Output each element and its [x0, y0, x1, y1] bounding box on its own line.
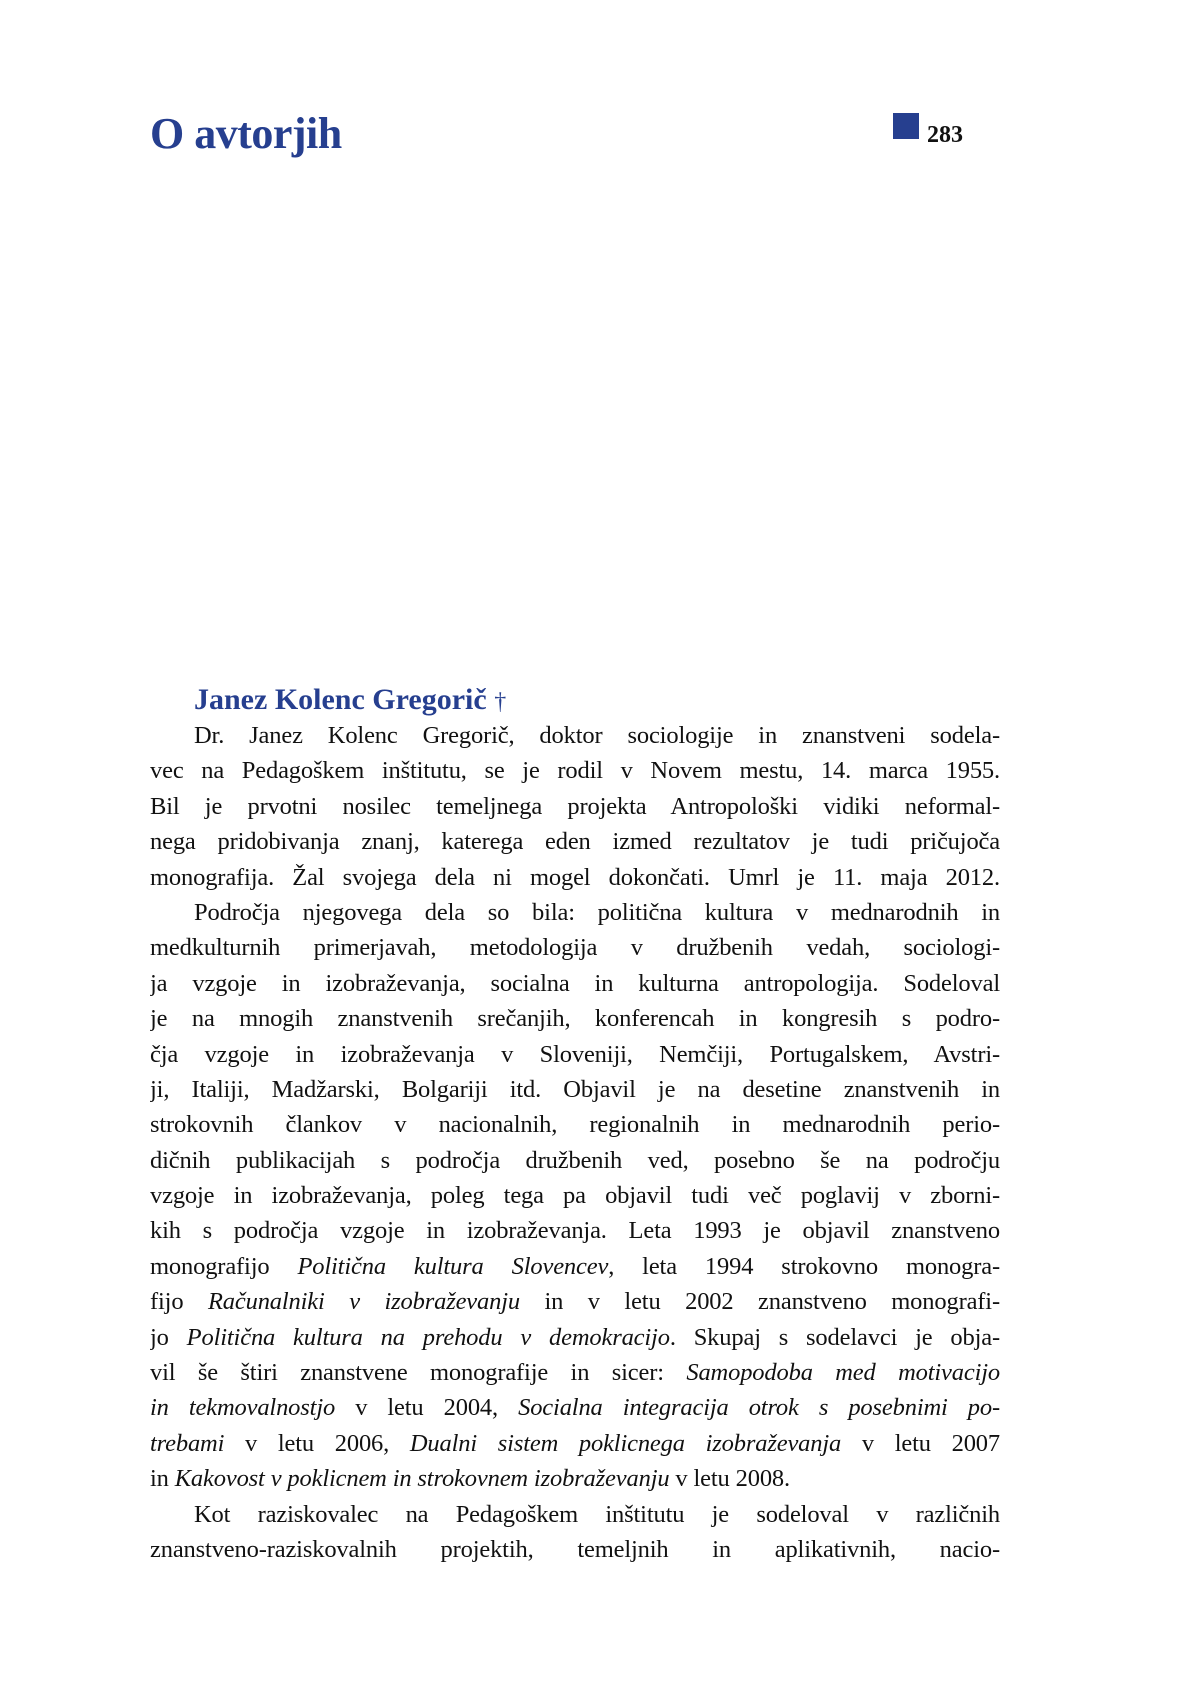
- author-name-heading: [194, 682, 1000, 718]
- text-line: [150, 1355, 1000, 1390]
- text-line: [150, 1461, 1000, 1496]
- text-line: [150, 718, 1000, 753]
- deceased-dagger: †: [494, 689, 507, 715]
- text-line: [150, 1390, 1000, 1425]
- italic-book-title: Politična kultura na prehodu v demokracijo: [186, 1323, 670, 1351]
- text-line: [150, 1426, 1000, 1461]
- text-segment: strokovnih člankov v nacionalnih, regionalnih in mednarodnih perio-: [150, 1111, 1000, 1139]
- text-segment: v letu 2004,: [335, 1394, 519, 1422]
- text-segment: vec na Pedagoškem inštitutu, se je rodil v Novem mestu, 14. marca 1955.: [150, 757, 1000, 785]
- text-segment: in v letu 2002 znanstveno monografi-: [519, 1288, 1000, 1316]
- text-line: [150, 860, 1000, 895]
- text-segment: . Skupaj s sodelavci je obja-: [669, 1323, 1000, 1351]
- page-title: O avtorjih: [150, 109, 342, 158]
- text-line: [150, 895, 1000, 930]
- text-line: [150, 1037, 1000, 1072]
- text-segment: v letu 2006,: [224, 1429, 410, 1457]
- text-line: [150, 1249, 1000, 1284]
- text-line: [150, 1178, 1000, 1213]
- text-segment: vzgoje in izobraževanja, poleg tega pa objavil tudi več poglavij v zborni-: [150, 1182, 1000, 1210]
- text-line: [150, 1532, 1000, 1567]
- italic-book-title: Računalniki v izobraževanju: [207, 1288, 520, 1316]
- text-line: [150, 753, 1000, 788]
- text-segment: kih s področja vzgoje in izobraževanja. Leta 1993 je objavil znanstveno: [150, 1217, 1000, 1245]
- italic-book-title: trebami: [150, 1429, 225, 1457]
- text-segment: monografijo: [150, 1252, 298, 1280]
- italic-book-title: Dualni sistem poklicnega izobraževanja: [409, 1429, 842, 1457]
- section-marker-square: [893, 113, 919, 139]
- text-segment: jo: [150, 1323, 187, 1351]
- text-line: [150, 966, 1000, 1001]
- text-segment: v letu 2007: [841, 1429, 1000, 1457]
- text-segment: je na mnogih znanstvenih srečanjih, konferencah in kongresih s podro-: [150, 1005, 1000, 1033]
- text-segment: vil še štiri znanstvene monografije in sicer:: [150, 1359, 687, 1387]
- text-segment: Področja njegovega dela so bila: politična kultura v mednarodnih in: [194, 898, 1000, 926]
- italic-book-title: in tekmovalnostjo: [150, 1394, 336, 1422]
- text-segment: monografija. Žal svojega dela ni mogel dokončati. Umrl je 11. maja 2012.: [150, 863, 1000, 891]
- text-segment: in: [150, 1465, 175, 1493]
- italic-book-title: Samopodoba med motivacijo: [686, 1359, 1000, 1387]
- text-line: [150, 1072, 1000, 1107]
- text-line: [150, 1001, 1000, 1036]
- author-name: Janez Kolenc Gregorič: [194, 683, 487, 716]
- italic-book-title: Socialna integracija otrok s posebnimi po-: [518, 1394, 1000, 1422]
- text-segment: fijo: [150, 1288, 208, 1316]
- text-segment: v letu 2008.: [669, 1465, 790, 1493]
- text-line: [150, 824, 1000, 859]
- text-segment: ja vzgoje in izobraževanja, socialna in kulturna antropologija. Sodeloval: [150, 969, 1000, 997]
- text-segment: dičnih publikacijah s področja družbenih ved, posebno še na področju: [150, 1146, 1000, 1174]
- bio-body-text: [150, 718, 1000, 1567]
- text-segment: Kot raziskovalec na Pedagoškem inštitutu je sodeloval v različnih: [194, 1500, 1000, 1528]
- text-line: [150, 1497, 1000, 1532]
- text-line: [150, 1107, 1000, 1142]
- text-segment: ji, Italiji, Madžarski, Bolgariji itd. Objavil je na desetine znanstvenih in: [150, 1075, 1000, 1103]
- text-segment: medkulturnih primerjavah, metodologija v družbenih vedah, sociologi-: [150, 934, 1000, 962]
- text-line: [150, 1143, 1000, 1178]
- italic-book-title: Kakovost v poklicnem in strokovnem izobraževanju: [174, 1465, 670, 1493]
- text-line: [150, 1320, 1000, 1355]
- text-line: [150, 1284, 1000, 1319]
- text-segment: Bil je prvotni nosilec temeljnega projekta Antropološki vidiki neformal-: [150, 792, 1000, 820]
- page-number: 283: [927, 122, 963, 148]
- text-line: [150, 789, 1000, 824]
- author-bio-section: [150, 682, 1000, 1567]
- text-segment: znanstveno-raziskovalnih projektih, temeljnih in aplikativnih, nacio-: [150, 1535, 1000, 1563]
- italic-book-title: Politična kultura Slovencev: [297, 1252, 609, 1280]
- text-line: [150, 1213, 1000, 1248]
- text-segment: čja vzgoje in izobraževanja v Sloveniji, Nemčiji, Portugalskem, Avstri-: [150, 1040, 1000, 1068]
- text-segment: nega pridobivanja znanj, katerega eden izmed rezultatov je tudi pričujoča: [150, 828, 1000, 856]
- text-segment: Dr. Janez Kolenc Gregorič, doktor sociologije in znanstveni sodela-: [194, 722, 1000, 749]
- text-line: [150, 930, 1000, 965]
- text-segment: , leta 1994 strokovno monogra-: [608, 1252, 1000, 1280]
